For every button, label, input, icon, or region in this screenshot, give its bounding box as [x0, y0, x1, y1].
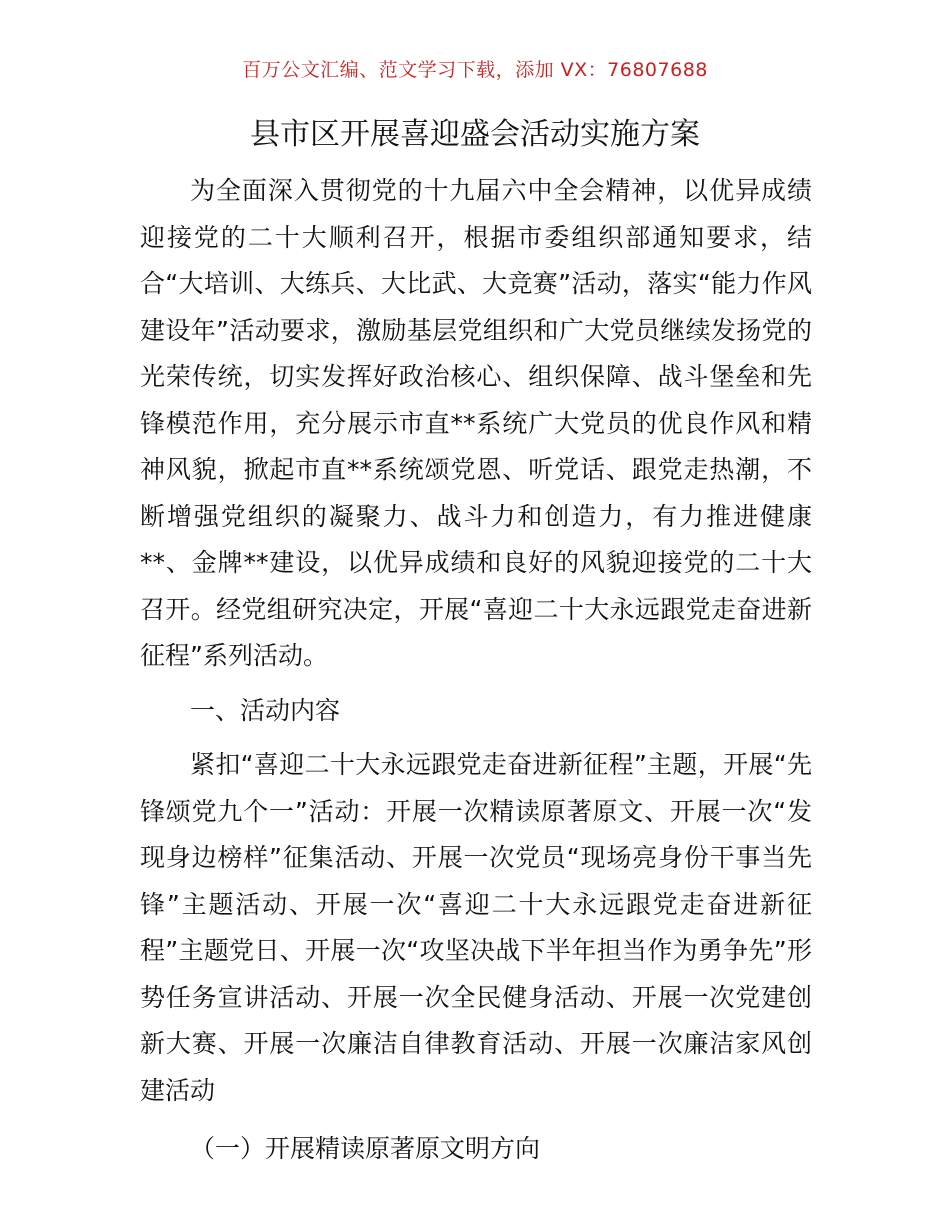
document-body	[140, 168, 812, 1173]
section-heading-activity-content: 一、活动内容	[190, 695, 341, 725]
subsection-heading-reading: （一）开展精读原著原文明方向	[190, 1134, 541, 1163]
document-title: 县市区开展喜迎盛会活动实施方案	[250, 117, 700, 152]
header-banner: 百万公文汇编、范文学习下载，添加 VX：76807688	[242, 59, 708, 81]
intro-paragraph: 为全面深入贯彻党的十九届六中全会精神，以优异成绩迎接党的二十大顺利召开，根据市委组织部通知要求，结合“大培训、大练兵、大比武、大竞赛”活动，落实“能力作风建设年”活动要求，激励基层党组织和广大党员继续发扬党的光荣传统，切实发挥好政治核心、组织保障、战斗堡垒和先锋模范作用，充分展示市直**系统广大党员的优良作风和精神风貌，掀起市直**系统颂党恩、听党话、跟党走热潮，不断增强党组织的凝聚力、战斗力和创造力，有力推进健康**、金牌**建设，以优异成绩和良好的风貌迎接党的二十大召开。经党组研究决定，开展“喜迎二十大永远跟党走奋进新征程”系列活动。	[140, 176, 812, 670]
spacer	[140, 680, 812, 688]
spacer	[140, 1114, 812, 1126]
activity-content-paragraph: 紧扣“喜迎二十大永远跟党走奋进新征程”主题，开展“先锋颂党九个一”活动：开展一次精读原著原文、开展一次“发现身边榜样”征集活动、开展一次党员“现场亮身份干事当先锋”主题活动、开展一次“喜迎二十大永远跟党走奋进新征程”主题党日、开展一次“攻坚决战下半年担当作为勇争先”形势任务宣讲活动、开展一次全民健身活动、开展一次党建创新大赛、开展一次廉洁自律教育活动、开展一次廉洁家风创建活动	[140, 750, 812, 1105]
spacer	[140, 734, 812, 742]
